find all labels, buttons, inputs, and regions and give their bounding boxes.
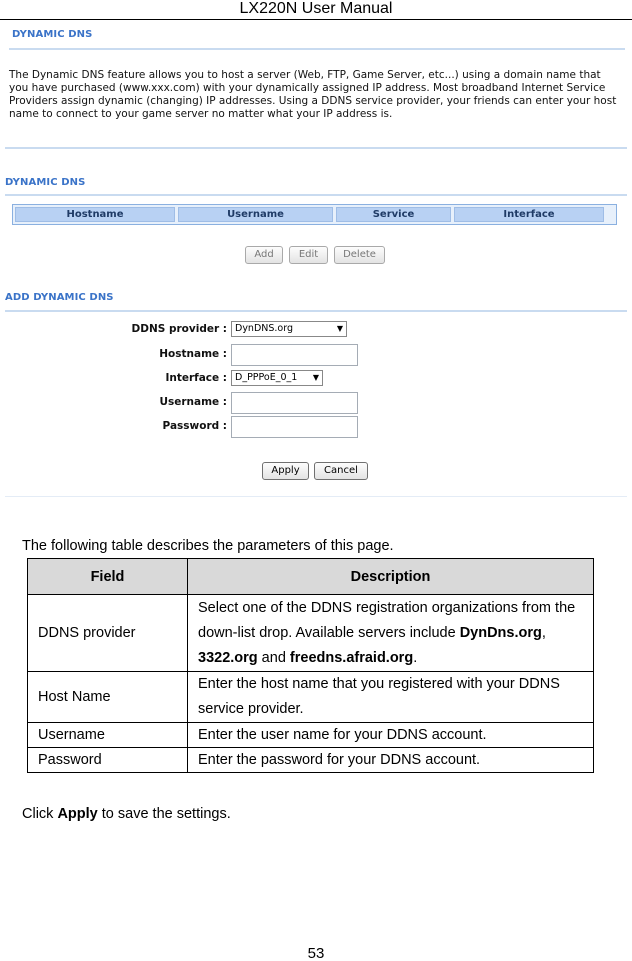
table-row [28,748,594,773]
field-cell: DDNS provider [28,595,188,672]
section-divider [5,194,627,196]
table-row [28,672,594,723]
section-title-dynamic-dns: DYNAMIC DNS [12,29,93,40]
column-header-username: Username [178,207,333,222]
password-input[interactable] [231,416,358,438]
description-cell [188,595,594,672]
ddns-table [12,204,617,225]
page-number: 53 [307,945,325,961]
hostname-input[interactable] [231,344,358,366]
outro-text [22,806,231,822]
chevron-down-icon: ▼ [312,373,319,382]
edit-button[interactable]: Edit [289,246,328,264]
username-label: Username : [159,396,227,408]
column-header-service: Service [336,207,451,222]
intro-text: The Dynamic DNS feature allows you to host a server (Web, FTP, Game Server, etc...) using a domain name that you have purchased (www.xxx.com) with your dynamically assigned IP address. Most broadband Internet Service Providers assign dynamic (changing) IP addresses. Using a DDNS service provider, your friends can enter your host name to connect to your game server no matter what your IP address is. [9,69,617,120]
delete-button[interactable]: Delete [334,246,385,264]
field-cell: Host Name [28,672,188,723]
server-name: DynDns.org [459,624,542,641]
table-row [28,595,594,672]
interface-select[interactable] [231,370,323,386]
username-input[interactable] [231,392,358,414]
chevron-down-icon: ▼ [336,324,343,333]
hostname-label: Hostname : [159,348,227,360]
cancel-button[interactable]: Cancel [314,462,368,480]
server-name: 3322.org [198,649,258,666]
description-header: Description [188,559,594,595]
description-cell: Enter the password for your DDNS account. [188,748,594,773]
field-cell: Password [28,748,188,773]
section-title-dynamic-dns-list: DYNAMIC DNS [5,177,86,188]
description-cell: Enter the host name that you registered with your DDNS service provider. [188,672,594,723]
password-label: Password : [162,420,227,432]
section-title-add-dynamic-dns: ADD DYNAMIC DNS [5,292,114,303]
page-header: LX220N User Manual [239,0,393,17]
parameters-table [27,558,594,773]
outro-prefix: Click [22,806,58,822]
column-header-interface: Interface [454,207,604,222]
ddns-provider-value: DynDNS.org [235,323,294,334]
add-button[interactable]: Add [245,246,283,264]
table-row [28,723,594,748]
separator: , [541,624,546,641]
section-divider [5,147,627,149]
header-rule [0,19,632,20]
separator: . [413,649,418,666]
section-divider [5,310,627,312]
description-text: Select one of the DDNS registration organizations from the down-list drop. Available servers include [198,599,576,641]
apply-button[interactable]: Apply [262,462,309,480]
separator: and [257,649,290,666]
section-divider [9,48,625,50]
description-cell: Enter the user name for your DDNS account. [188,723,594,748]
table-header-row [28,559,594,595]
ddns-provider-label: DDNS provider : [131,323,227,335]
outro-suffix: to save the settings. [97,806,231,822]
interface-value: D_PPPoE_0_1 [235,372,298,383]
field-header: Field [28,559,188,595]
section-divider [5,496,627,497]
outro-apply: Apply [57,806,98,822]
field-cell: Username [28,723,188,748]
column-header-hostname: Hostname [15,207,175,222]
ddns-provider-select[interactable] [231,321,347,337]
interface-label: Interface : [165,372,227,384]
table-intro-text: The following table describes the parameters of this page. [22,538,394,554]
server-name: freedns.afraid.org [289,649,414,666]
